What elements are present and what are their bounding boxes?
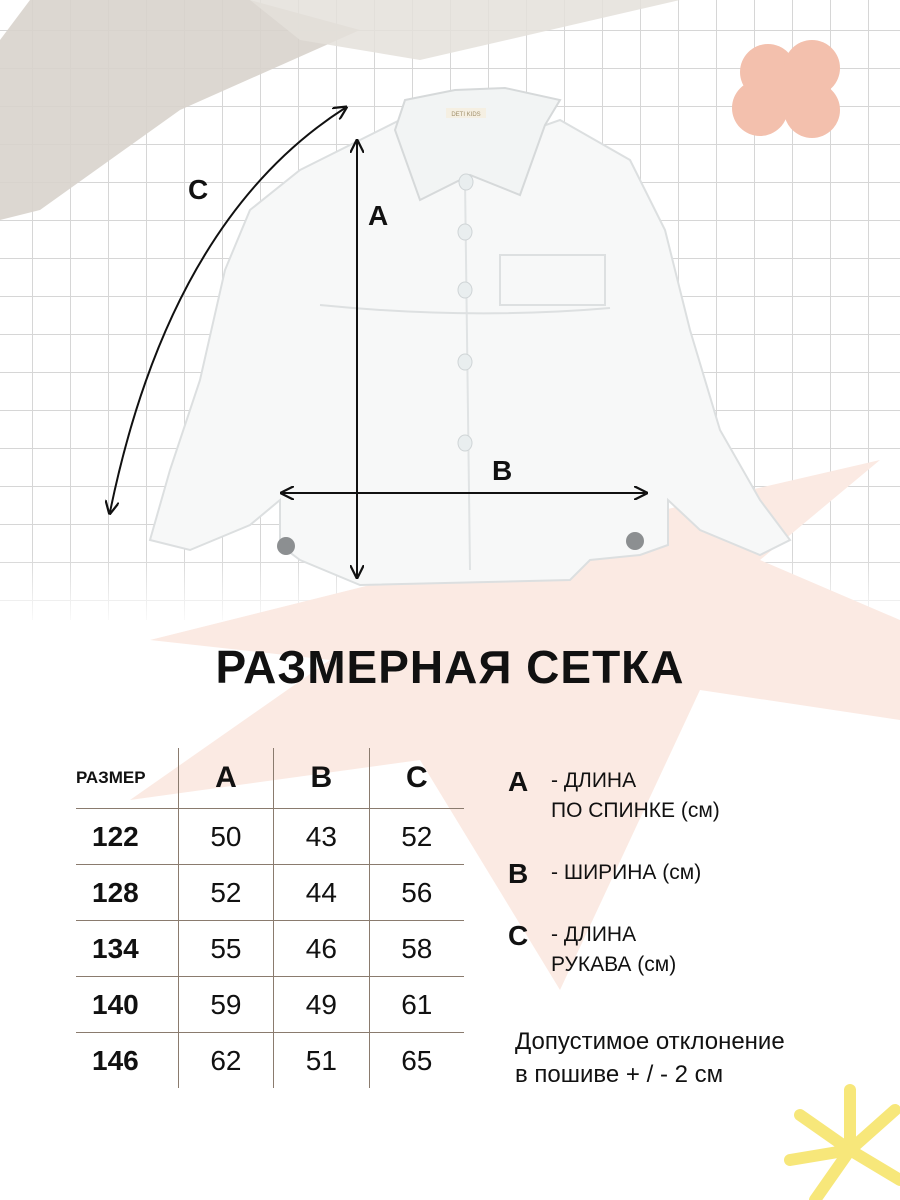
value-c-cell: 56 [369, 865, 464, 921]
legend-description: - ДЛИНА ПО СПИНКЕ (см) [551, 769, 720, 822]
legend-item-b [508, 858, 888, 888]
legend-item-a [508, 766, 888, 826]
value-b-cell: 51 [274, 1033, 369, 1089]
size-table [76, 748, 464, 1088]
table-row [76, 1033, 464, 1089]
size-cell: 122 [76, 809, 178, 865]
value-a-cell: 55 [178, 921, 273, 977]
yellow-burst-shape [790, 1090, 900, 1200]
column-header-c: C [369, 748, 464, 809]
table-row [76, 977, 464, 1033]
legend-letter: A [508, 766, 529, 797]
dimension-b-label: B [492, 455, 513, 486]
table-header-row [76, 748, 464, 809]
legend-description: - ШИРИНА (см) [551, 861, 702, 884]
size-cell: 134 [76, 921, 178, 977]
table-row [76, 921, 464, 977]
value-b-cell: 43 [274, 809, 369, 865]
value-c-cell: 61 [369, 977, 464, 1033]
dimension-a-label: A [368, 200, 389, 231]
measurement-legend [508, 766, 888, 1012]
legend-item-c [508, 920, 888, 980]
size-column-header: РАЗМЕР [76, 768, 146, 787]
column-header-b: B [274, 748, 369, 809]
table-row [76, 809, 464, 865]
brand-tag: DETI KIDS [451, 112, 481, 118]
column-header-a: A [178, 748, 273, 809]
tolerance-note: Допустимое отклонение в пошиве + / - 2 см [515, 1028, 785, 1088]
size-cell: 128 [76, 865, 178, 921]
legend-letter: C [508, 920, 529, 951]
dimension-c-label: C [188, 174, 209, 205]
page-title: РАЗМЕРНАЯ СЕТКА [215, 641, 685, 693]
value-c-cell: 52 [369, 809, 464, 865]
value-a-cell: 59 [178, 977, 273, 1033]
value-b-cell: 44 [274, 865, 369, 921]
legend-letter: B [508, 858, 529, 889]
shirt [150, 88, 790, 585]
value-b-cell: 49 [274, 977, 369, 1033]
value-b-cell: 46 [274, 921, 369, 977]
value-a-cell: 50 [178, 809, 273, 865]
value-a-cell: 62 [178, 1033, 273, 1089]
value-c-cell: 65 [369, 1033, 464, 1089]
legend-description: - ДЛИНА РУКАВА (см) [551, 923, 677, 976]
size-cell: 146 [76, 1033, 178, 1089]
table-row [76, 865, 464, 921]
value-c-cell: 58 [369, 921, 464, 977]
size-cell: 140 [76, 977, 178, 1033]
value-a-cell: 52 [178, 865, 273, 921]
